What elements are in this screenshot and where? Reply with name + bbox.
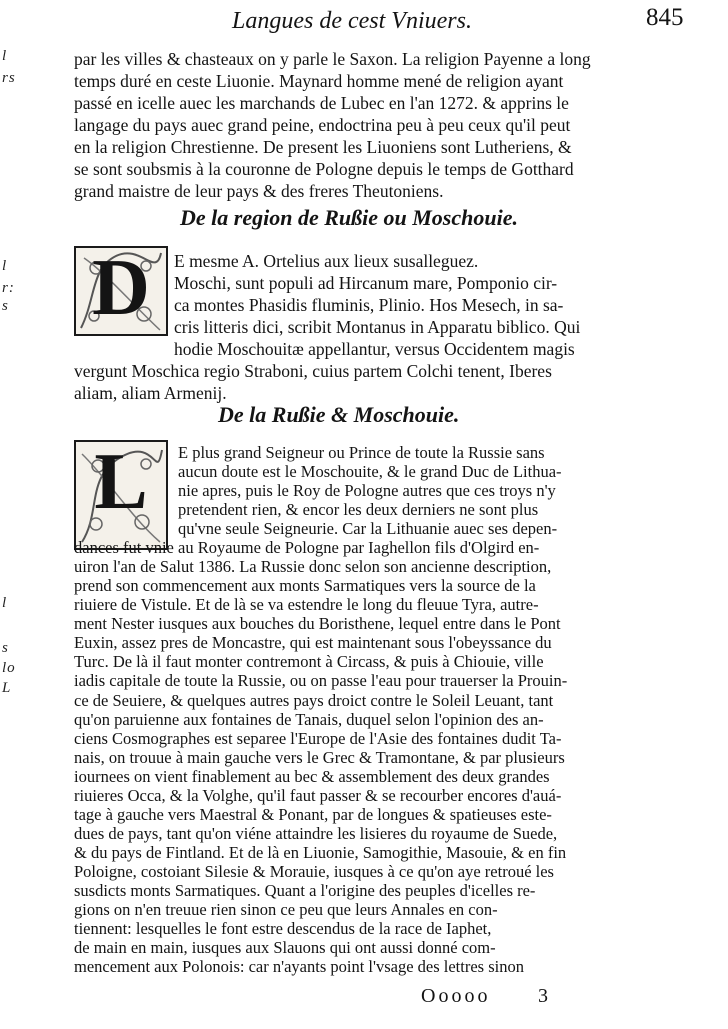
text-line: grand maistre de leur pays & des freres Theutoniens. (74, 181, 444, 201)
text-line: iadis capitale de toute la Russie, ou on passe l'eau pour trauerser la Prouin- (74, 671, 568, 691)
text-line: vergunt Moschica regio Straboni, cuius partem Colchi tenent, Iberes (74, 361, 552, 381)
text-line: passé en icelle auec les marchands de Lubec en l'an 1272. & apprins le (74, 93, 569, 113)
text-line: Moschi, sunt populi ad Hircanum mare, Pomponio cir- (174, 273, 558, 293)
text-line: uiron l'an de Salut 1386. La Russie donc selon son ancienne description, (74, 557, 552, 577)
dropcap-letter: D (92, 246, 150, 332)
text-line: prend son commencement aux monts Sarmatiques vers la source de la (74, 576, 536, 596)
text-line: par les villes & chasteaux on y parle le Saxon. La religion Payenne a long (74, 49, 591, 69)
illuminated-initial-d (74, 246, 168, 336)
text-line: Turc. De là il faut monter contremont à Circass, & puis à Chiouie, ville (74, 652, 544, 672)
text-line: se sont soubsmis à la couronne de Pologne depuis le temps de Gotthard (74, 159, 574, 179)
margin-fragment: r: (2, 280, 15, 296)
text-line: Euxin, assez pres de Moncastre, qui est maintenant sous l'obeyssance du (74, 633, 552, 653)
text-line: riuieres Occa, & la Volghe, qu'il faut passer & se recourber encores d'auá- (74, 785, 562, 805)
margin-fragment: l (2, 595, 8, 611)
text-line: hodie Moschouitæ appellantur, versus Occidentem magis (174, 339, 575, 359)
margin-fragment: rs (2, 70, 16, 86)
page-number: 845 (646, 4, 684, 31)
text-line: tage à gauche vers Maestral & Ponant, par de longues & spatieuses este- (74, 804, 552, 824)
text-line: pretendent rien, & encor les deux derniers ne sont plus (178, 500, 539, 520)
running-title: Langues de cest Vniuers. (232, 8, 472, 34)
text-line: ciens Cosmographes est separee l'Europe de l'Asie des fontaines dudit Ta- (74, 728, 562, 748)
section-heading: De la Rußie & Moschouie. (218, 402, 460, 427)
text-line: E mesme A. Ortelius aux lieux susalleguez. (174, 251, 479, 271)
margin-fragment: L (2, 680, 12, 696)
text-line: susdicts monts Sarmatiques. Quant a l'origine des peuples d'icelles re- (74, 880, 536, 900)
text-line: dances fut vnie au Royaume de Pologne par Iaghellon fils d'Olgird en- (74, 538, 540, 558)
text-line: aliam, aliam Armenij. (74, 383, 227, 403)
text-line: gions on n'en treuue rien sinon ce peu que leurs Annales en con- (74, 899, 498, 919)
margin-fragment: lo (2, 660, 16, 676)
text-line: aucun doute est le Moschouite, & le grand Duc de Lithua- (178, 462, 562, 481)
text-line: qu'vne seule Seigneurie. Car la Lithuanie auec ses depen- (178, 519, 558, 539)
catchword: 3 (538, 985, 548, 1007)
margin-fragment: l (2, 258, 8, 274)
text-line: E plus grand Seigneur ou Prince de toute la Russie sans (178, 443, 545, 462)
text-line: iournees on vient finablement au bec & assemblement des deux grandes (74, 766, 550, 786)
text-line: ce de Seuiere, & quelques autres pays droict contre le Soleil Leuant, tant (74, 690, 554, 710)
dropcap-letter: L (94, 440, 148, 526)
text-line: cris litteris dici, scribit Montanus in Apparatu biblico. Qui (174, 317, 581, 337)
illuminated-initial-l (74, 440, 168, 550)
left-margin-gutter (0, 0, 22, 1029)
printer-signature: Ooooo (421, 985, 491, 1007)
text-line: ca montes Phasidis fluminis, Plinio. Hos Mesech, in sa- (174, 295, 564, 315)
text-line: de main en main, iusques aux Slauons qui ont aussi donné com- (74, 938, 496, 957)
text-line: mencement aux Polonois: car n'ayants point l'vsage des lettres sinon (74, 957, 524, 976)
text-line: qu'on paruienne aux fontaines de Tanais, duquel selon l'opinion des an- (74, 709, 544, 729)
margin-fragment: s (2, 298, 9, 314)
text-line: langage du pays auec grand peine, endoctrina peu à peu ceux qu'il peut (74, 115, 571, 135)
page-header (0, 2, 728, 42)
margin-fragment: l (2, 48, 8, 64)
text-line: nie apres, puis le Roy de Pologne autres que ces troys n'y (178, 481, 556, 501)
margin-fragment: s (2, 640, 9, 656)
text-line: nais, on trouue à main gauche vers le Grec & Tramontane, & par plusieurs (74, 747, 565, 767)
text-line: tiennent: lesquelles le font estre descendus de la race de Iaphet, (74, 918, 492, 938)
text-line: Poloigne, costoiant Silesie & Morauie, iusques à ce qu'on aye retroué les (74, 861, 554, 881)
text-line: ment Nester iusques aux bouches du Boristhene, lequel entre dans le Pont (74, 614, 561, 634)
text-line: & du pays de Fintland. Et de là en Liuonie, Samogithie, Masouie, & en fin (74, 842, 567, 862)
text-line: riuiere de Vistule. Et de là se va estendre le long du fleuue Tyra, autre- (74, 595, 539, 615)
text-line: temps duré en ceste Liuonie. Maynard homme mené de religion ayant (74, 71, 564, 91)
text-line: dues de pays, tant qu'on viéne attaindre les lisieres du royaume de Suede, (74, 823, 558, 843)
section-heading: De la region de Rußie ou Moschouie. (180, 205, 518, 230)
text-line: en la religion Chrestienne. De present les Liuoniens sont Lutheriens, & (74, 137, 572, 157)
